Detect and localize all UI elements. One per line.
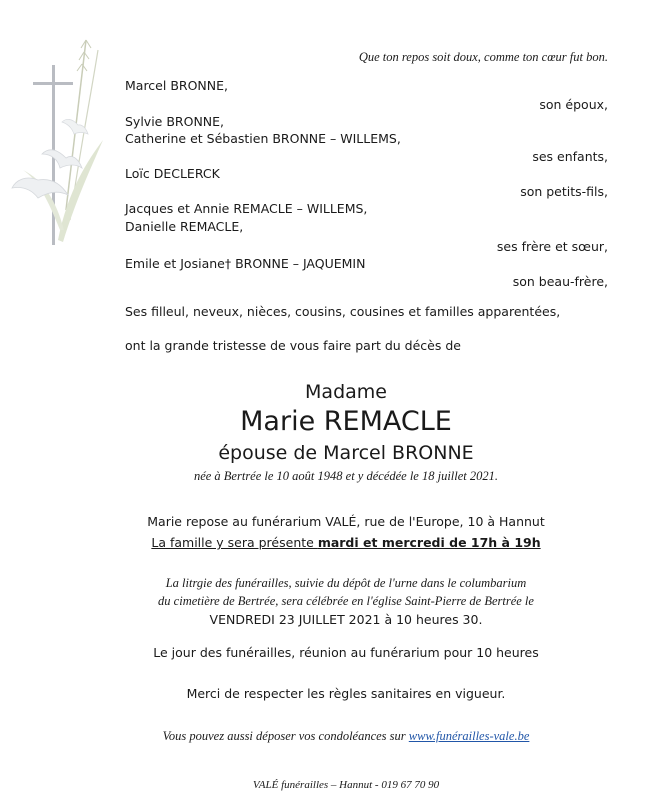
condolences-text: Vous pouvez aussi déposer vos condoléances sur — [162, 729, 409, 743]
footer: VALÉ funérailles – Hannut - 019 67 70 90 — [252, 779, 440, 791]
announcement: ont la grande tristesse de vous faire part du décès de — [125, 338, 461, 353]
condolences-link[interactable]: www.funérailles-vale.be — [408, 729, 530, 743]
deceased-title: Madame — [305, 381, 387, 403]
viewing-line1: Marie repose au funérarium VALÉ, rue de l'Europe, 10 à Hannut — [147, 514, 545, 529]
cross-and-lily-icon — [8, 30, 108, 250]
deceased-spouse: épouse de Marcel BRONNE — [218, 442, 474, 464]
family-relation-brother-in-law: son beau-frère, — [512, 274, 608, 289]
family-relation-children: ses enfants, — [532, 149, 608, 164]
family-name-loic: Loïc DECLERCK — [125, 166, 220, 181]
viewing-line2 — [0, 535, 652, 550]
family-name-marcel: Marcel BRONNE, — [125, 78, 228, 93]
sanitary-notice: Merci de respecter les règles sanitaires en vigueur. — [186, 686, 506, 701]
quote: Que ton repos soit doux, comme ton cœur fut bon. — [358, 50, 608, 64]
condolences — [0, 729, 652, 744]
ceremony-line2: du cimetière de Bertrée, sera célébrée en l'église Saint-Pierre de Bertrée le — [158, 594, 534, 608]
family-name-catherine: Catherine et Sébastien BRONNE – WILLEMS, — [125, 131, 401, 146]
viewing-line2-prefix: La famille y sera présente — [151, 535, 318, 550]
ceremony-line3: VENDREDI 23 JUILLET 2021 à 10 heures 30. — [209, 612, 483, 627]
viewing-line2-times: mardi et mercredi de 17h à 19h — [317, 535, 541, 550]
family-relation-siblings: ses frère et sœur, — [496, 239, 608, 254]
family-relation-spouse: son époux, — [539, 97, 608, 112]
gathering: Le jour des funérailles, réunion au funérarium pour 10 heures — [153, 645, 539, 660]
deceased-name: Marie REMACLE — [240, 406, 452, 437]
ceremony-line1: La litrgie des funérailles, suivie du dépôt de l'urne dans le columbarium — [165, 576, 527, 590]
extended-family: Ses filleul, neveux, nièces, cousins, cousines et familles apparentées, — [125, 304, 561, 319]
family-name-danielle: Danielle REMACLE, — [125, 219, 244, 234]
family-name-jacques: Jacques et Annie REMACLE – WILLEMS, — [125, 201, 368, 216]
family-name-emile: Emile et Josiane† BRONNE – JAQUEMIN — [125, 256, 366, 271]
family-relation-grandson: son petits-fils, — [520, 184, 608, 199]
deceased-dates: née à Bertrée le 10 août 1948 et y décédée le 18 juillet 2021. — [193, 469, 499, 483]
family-name-sylvie: Sylvie BRONNE, — [125, 114, 225, 129]
